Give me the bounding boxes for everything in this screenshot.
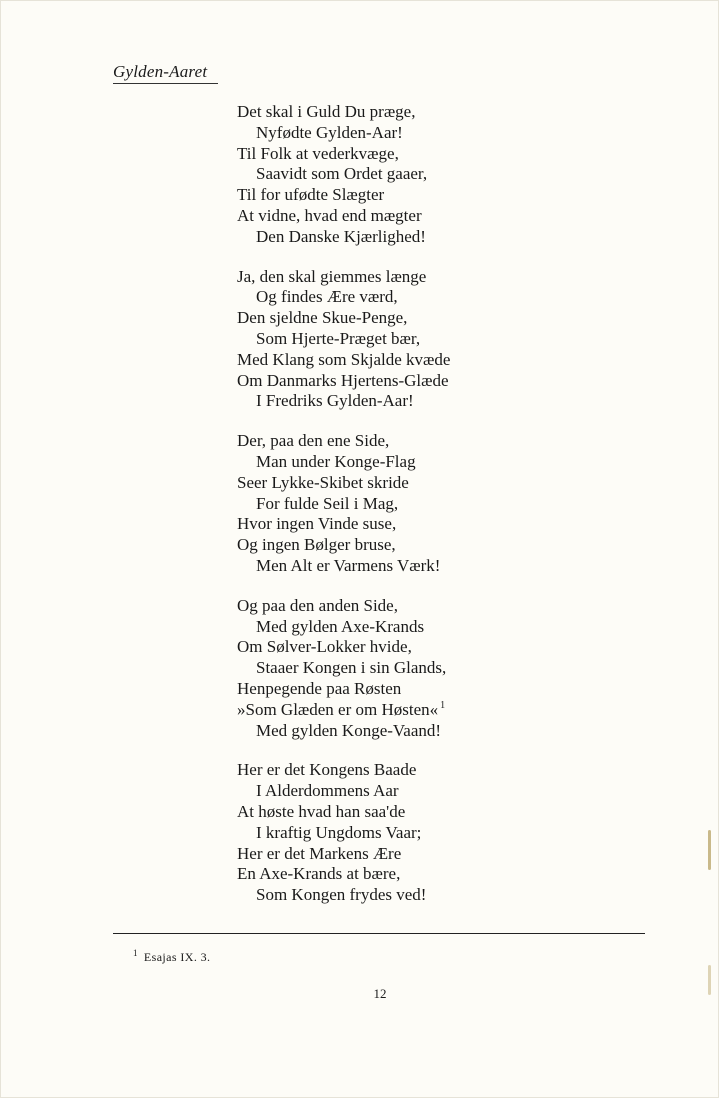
poem-line-text: Til for ufødte Slægter [237,185,385,205]
poem-line-text: Her er det Markens Ære [237,843,402,863]
paper-edge-mark [708,830,711,870]
poem-line-text: Der, paa den ene Side, [237,431,390,451]
poem-line [237,679,450,700]
poem-line [237,185,450,206]
poem-line-text: Og findes Ære værd, [256,287,398,307]
poem-line-text: Som Kongen frydes ved! [256,885,427,905]
poem-line-text: En Axe-Krands at bære, [237,864,401,884]
poem-line-text: Som Hjerte-Præget bær, [256,328,421,348]
poem-line [237,371,450,392]
poem-line-text: Seer Lykke-Skibet skride [237,472,409,492]
poem-line-text: Saavidt som Ordet gaaer, [256,164,428,184]
poem-line-text: Man under Konge-Flag [256,451,416,471]
poem-line [237,164,450,185]
poem-line [237,473,450,494]
poem-line [237,556,450,577]
poem-line-text: Til Folk at vederkvæge, [237,143,399,163]
poem-line [237,535,450,556]
poem-line [237,700,450,721]
poem-line-text: At høste hvad han saa'de [237,801,406,821]
poem-line [237,431,450,452]
poem-line [237,864,450,885]
poem-line [237,823,450,844]
paper-edge-mark [708,965,711,995]
poem-line-text: For fulde Seil i Mag, [256,493,399,513]
poem-line-text: Det skal i Guld Du præge, [237,102,416,121]
page-number: 12 [373,986,387,1001]
poem-line-text: Men Alt er Varmens Værk! [256,555,441,575]
poem-line-text: I kraftig Ungdoms Vaar; [256,822,422,842]
header-underline [113,83,218,84]
poem-line-text: I Alderdommens Aar [256,781,399,801]
poem-line-text: Med gylden Konge-Vaand! [256,720,442,740]
poem-line-text: Hvor ingen Vinde suse, [237,514,397,534]
poem-line [237,658,450,679]
poem-stanza [237,596,450,742]
poem-line-text: Nyfødte Gylden-Aar! [256,122,403,142]
poem-stanza [237,431,450,577]
poem-line-text: Den Danske Kjærlighed! [256,226,426,246]
poem-line [237,102,450,123]
poem-line-text: Med Klang som Skjalde kvæde [237,349,451,369]
poem-line [237,287,450,308]
poem-line [237,514,450,535]
poem-line [237,617,450,638]
poem-line-text: Staaer Kongen i sin Glands, [256,658,447,678]
poem-line-text: Henpegende paa Røsten [237,678,402,698]
poem-line [237,844,450,865]
poem-line-text: Og ingen Bølger bruse, [237,535,396,555]
footnote [133,948,210,965]
poem-line [237,391,450,412]
poem-line [237,308,450,329]
footnote-number: 1 [133,948,138,958]
footnote-divider [113,933,645,934]
poem-line-text: Den sjeldne Skue-Penge, [237,308,408,328]
poem-line-text: »Som Glæden er om Høsten« [237,699,439,719]
poem-line [237,123,450,144]
poem-line-text: Med gylden Axe-Krands [256,616,425,636]
poem-line-text: Om Danmarks Hjertens-Glæde [237,370,449,390]
footnote-text: Esajas IX. 3. [143,950,211,964]
poem-line [237,206,450,227]
poem-body [237,102,450,925]
poem-line [237,802,450,823]
poem-line [237,885,450,906]
poem-line [237,781,450,802]
poem-line [237,494,450,515]
poem-stanza [237,267,450,413]
poem-stanza [237,760,450,906]
poem-line-text: I Fredriks Gylden-Aar! [256,391,414,411]
poem-line [237,267,450,288]
poem-stanza [237,102,450,248]
poem-line [237,144,450,165]
poem-line-text: Og paa den anden Side, [237,595,398,615]
poem-line [237,760,450,781]
poem-line-text: Ja, den skal giemmes længe [237,266,427,286]
poem-line-text: Her er det Kongens Baade [237,760,417,780]
poem-line [237,452,450,473]
poem-line [237,350,450,371]
poem-line [237,329,450,350]
footnote-reference: 1 [440,700,446,712]
poem-line-text: At vidne, hvad end mægter [237,205,422,225]
poem-line [237,637,450,658]
poem-line-text: Om Sølver-Lokker hvide, [237,637,412,657]
poem-line [237,721,450,742]
running-header-title: Gylden-Aaret [113,62,208,81]
poem-line [237,596,450,617]
poem-line [237,227,450,248]
